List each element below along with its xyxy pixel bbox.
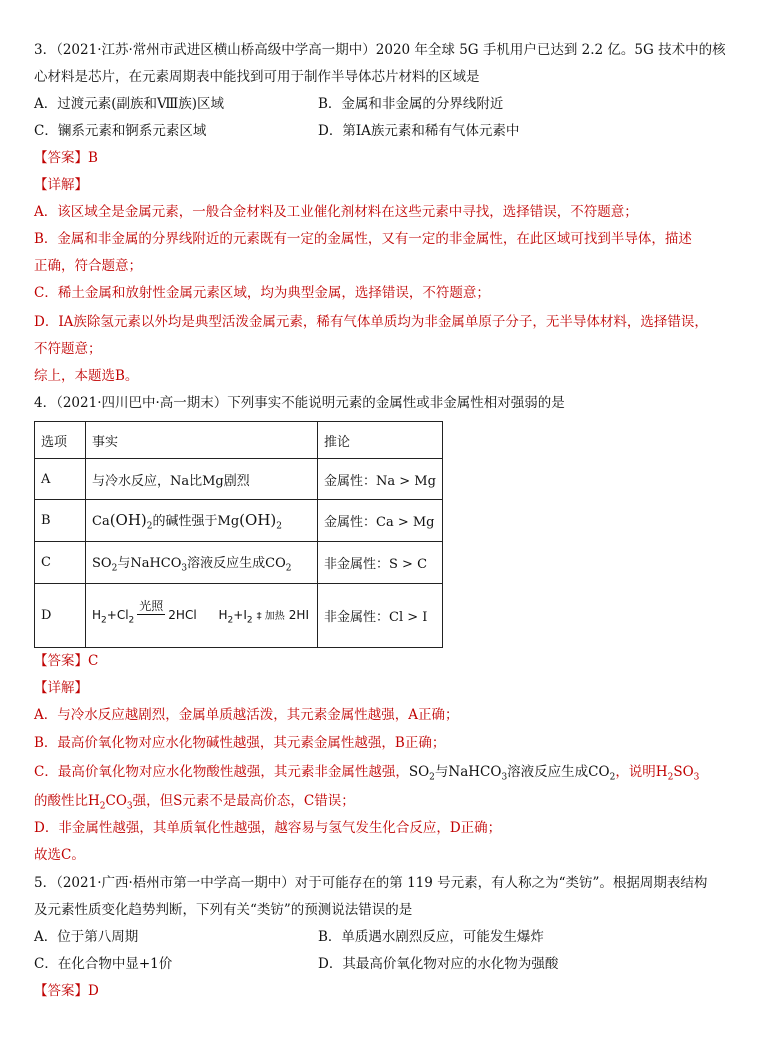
q3-detail-c: C．稀土金属和放射性金属元素区域，均为典型金属，选择错误，不符题意； [34, 285, 490, 301]
q5-option-d: D．其最高价氧化物对应的水化物为强酸 [318, 956, 559, 972]
subscript: 2 [276, 521, 282, 532]
q3-option-d: D．第ⅠA族元素和稀有气体元素中 [318, 123, 520, 139]
q4-conclusion: 故选C。 [34, 847, 85, 863]
q3-detail-a: A．该区域全是金属元素，一般合金材料及工业催化剂材料在这些元素中寻找，选择错误，不符题意； [34, 204, 638, 220]
table-row [35, 500, 443, 542]
header-inference: 推论 [318, 422, 443, 459]
text: (OH) [239, 510, 277, 529]
q4-detail-c-line1 [34, 762, 699, 788]
text: H [92, 607, 102, 622]
subscript: 2 [285, 563, 292, 574]
subscript: 2 [609, 772, 616, 783]
row-c-inference: 非金属性：S > C [318, 542, 443, 584]
text: 与NaHCO [117, 555, 182, 571]
q3-answer: 【答案】B [34, 150, 98, 166]
subscript: 2 [111, 563, 118, 574]
header-fact: 事实 [86, 422, 318, 459]
q3-option-a: A．过渡元素(副族和Ⅷ族)区域 [34, 96, 225, 112]
table-row [35, 542, 443, 584]
text: 2HCl [168, 607, 197, 622]
text: SO [92, 555, 112, 571]
q3-detail-label: 【详解】 [34, 177, 88, 193]
text: (OH) [109, 510, 147, 529]
subscript: 2 [227, 615, 234, 626]
text: ，说明H [615, 764, 668, 780]
q3-detail-d-line2: 不符题意； [34, 341, 102, 357]
text: 的碱性强于Mg [152, 513, 240, 529]
q4-detail-c-line2 [34, 791, 355, 817]
subscript: 3 [126, 801, 133, 812]
equation-h2-cl2 [92, 598, 197, 626]
q5-stem-line1: 5．（2021·广西·梧州市第一中学高一期中）对于可能存在的第 119 号元素，有人称之为“类钫”。根据周期表结构 [34, 875, 708, 891]
q3-conclusion: 综上，本题选B。 [34, 368, 139, 384]
q3-option-b: B．金属和非金属的分界线附近 [318, 96, 504, 112]
text: 与NaHCO [434, 764, 502, 780]
row-a-inference: 金属性：Na > Mg [318, 459, 443, 500]
text: H [218, 607, 228, 622]
reaction-condition-heat: ‡ 加热 [256, 610, 285, 622]
q5-stem-line2: 及元素性质变化趋势判断，下列有关“类钫”的预测说法错误的是 [34, 902, 413, 918]
text: 溶液反应生成CO [187, 555, 286, 571]
text: +Cl [106, 607, 129, 622]
text: C．最高价氧化物对应水化物酸性越强，其元素非金属性越强， [34, 764, 409, 780]
subscript: 2 [246, 615, 253, 626]
subscript: 3 [693, 772, 700, 783]
row-c-fact [86, 542, 318, 584]
text: 溶液反应生成CO [507, 764, 610, 780]
q5-option-c: C．在化合物中显+1价 [34, 956, 173, 972]
table-row [35, 459, 443, 500]
text: 强，但S元素不是最高价态，C错误； [132, 793, 355, 809]
text: SO [673, 764, 694, 780]
row-a-option: A [35, 459, 86, 500]
q4-stem: 4．（2021·四川巴中·高一期末）下列事实不能说明元素的金属性或非金属性相对强弱的是 [34, 395, 565, 411]
subscript: 2 [128, 615, 135, 626]
text: +I [233, 607, 247, 622]
equation-h2-i2 [219, 607, 309, 625]
row-b-fact [86, 500, 318, 542]
row-d-fact [86, 584, 318, 648]
q4-detail-b: B．最高价氧化物对应水化物碱性越强，其元素金属性越强，B正确； [34, 735, 446, 751]
subscript: 2 [99, 801, 106, 812]
q4-detail-a: A．与冷水反应越剧烈，金属单质越活泼，其元素金属性越强，A正确； [34, 707, 459, 723]
q4-answer: 【答案】C [34, 653, 99, 669]
subscript: 3 [181, 563, 188, 574]
subscript: 2 [667, 772, 674, 783]
row-b-option: B [35, 500, 86, 542]
q3-stem-line1: 3．（2021·江苏·常州市武进区横山桥高级中学高一期中）2020 年全球 5G 手机用户已达到 2.2 亿。5G 技术中的核 [34, 42, 726, 58]
text: SO [408, 764, 430, 780]
reaction-condition-light: 光照 [139, 598, 164, 613]
text: 2HI [288, 607, 309, 622]
q5-option-b: B．单质遇水剧烈反应，可能发生爆炸 [318, 929, 544, 945]
subscript: 2 [429, 772, 435, 783]
row-d-option: D [35, 584, 86, 648]
text: 的酸性比H [34, 793, 100, 809]
q5-answer: 【答案】D [34, 983, 99, 999]
q3-detail-b-line1: B．金属和非金属的分界线附近的元素既有一定的金属性，又有一定的非金属性，在此区域可找到半导体，描述 [34, 231, 692, 247]
text: CO [105, 793, 127, 809]
formula-so2 [408, 764, 616, 783]
q5-option-a: A．位于第八周期 [34, 929, 139, 945]
row-b-inference: 金属性：Ca > Mg [318, 500, 443, 542]
row-d-inference: 非金属性：Cl > I [318, 584, 443, 648]
q3-stem-line2: 心材料是芯片，在元素周期表中能找到可用于制作半导体芯片材料的区域是 [34, 69, 480, 85]
subscript: 2 [146, 521, 153, 532]
text: Ca [92, 513, 110, 529]
q4-detail-d: D．非金属性越强，其单质氧化性越强，越容易与氢气发生化合反应，D正确； [34, 820, 502, 836]
q3-detail-d-line1: D．IA族除氢元素以外均是典型活泼金属元素，稀有气体单质均为非金属单原子分子，无半导体材料，选择错误， [34, 314, 708, 330]
row-c-option: C [35, 542, 86, 584]
q4-table [34, 421, 443, 648]
q4-detail-label: 【详解】 [34, 680, 88, 696]
q3-detail-b-line2: 正确，符合题意； [34, 258, 142, 274]
header-option: 选项 [35, 422, 86, 459]
table-row [35, 584, 443, 648]
table-header-row [35, 422, 443, 459]
q3-option-c: C．镧系元素和锕系元素区域 [34, 123, 207, 139]
row-a-fact: 与冷水反应，Na比Mg剧烈 [86, 459, 318, 500]
subscript: 3 [501, 772, 508, 783]
subscript: 2 [101, 615, 107, 626]
